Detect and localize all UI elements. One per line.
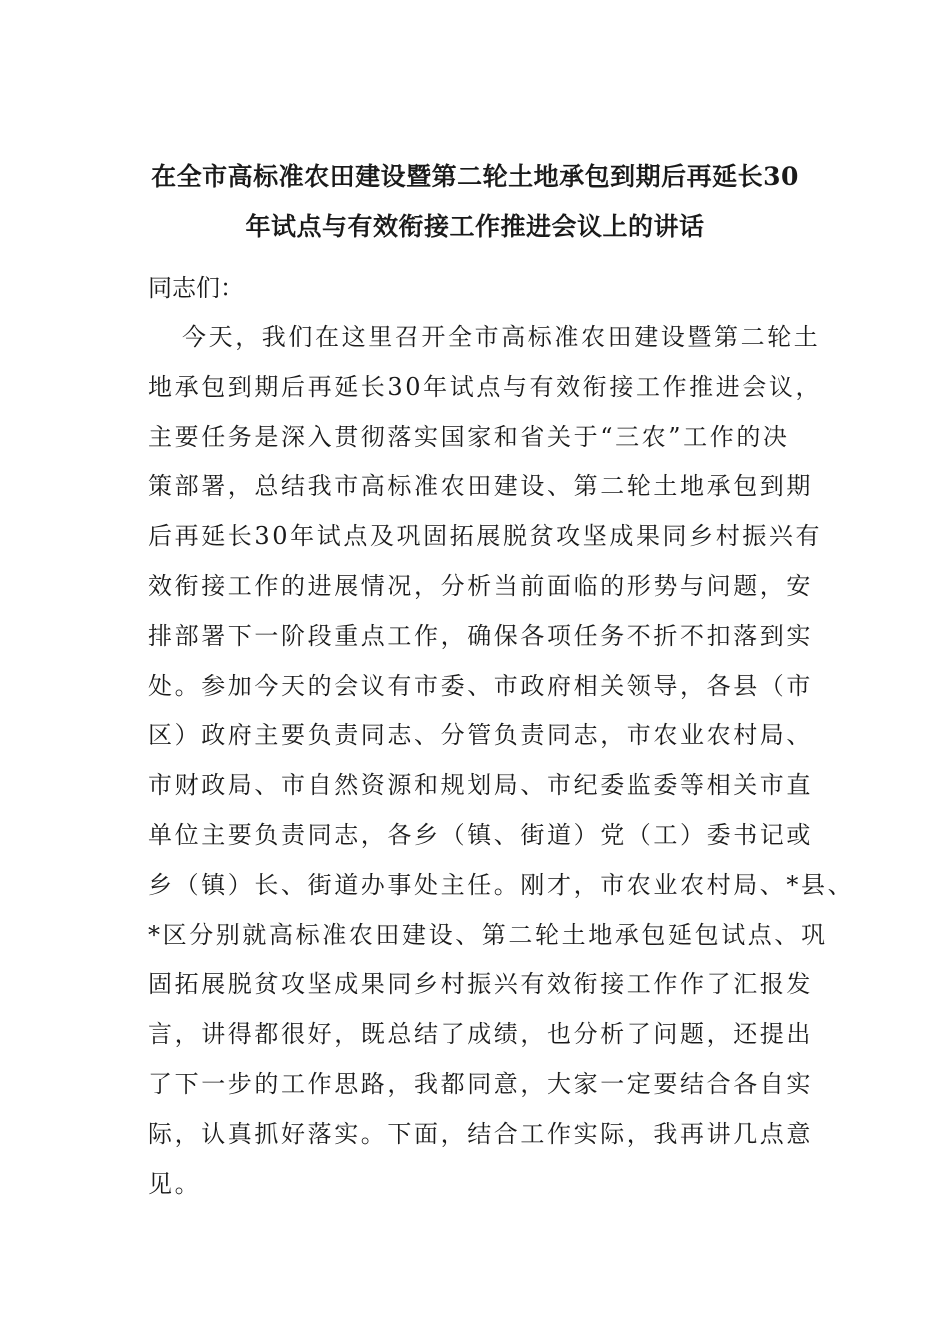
paragraph-line: 了下一步的工作思路，我都同意，大家一定要结合各自实 bbox=[148, 1069, 813, 1098]
paragraph-line: 固拓展脱贫攻坚成果同乡村振兴有效衔接工作作了汇报发 bbox=[148, 970, 813, 999]
paragraph-line: 今天，我们在这里召开全市高标准农田建设暨第二轮土 bbox=[182, 323, 821, 351]
paragraph-line: 策部署，总结我市高标准农田建设、第二轮土地承包到期 bbox=[148, 472, 813, 501]
paragraph-line: 处。参加今天的会议有市委、市政府相关领导，各县（市 bbox=[148, 671, 813, 700]
paragraph-line: 乡（镇）长、街道办事处主任。刚才，市农业农村局、*县、 bbox=[148, 870, 855, 899]
paragraph-line: 单位主要负责同志，各乡（镇、街道）党（工）委书记或 bbox=[148, 820, 813, 849]
paragraph-line: 效衔接工作的进展情况，分析当前面临的形势与问题，安 bbox=[148, 571, 813, 600]
paragraph-line: 见。 bbox=[148, 1169, 202, 1198]
paragraph-line: *区分别就高标准农田建设、第二轮土地承包延包试点、巩 bbox=[148, 920, 828, 949]
document-title bbox=[130, 152, 820, 252]
title-line: 在全市高标准农田建设暨第二轮土地承包到期后再延长30 bbox=[151, 162, 799, 191]
body-paragraph bbox=[148, 313, 855, 1209]
paragraph-line: 排部署下一阶段重点工作，确保各项任务不折不扣落到实 bbox=[148, 621, 813, 650]
title-line: 年试点与有效衔接工作推进会议上的讲话 bbox=[245, 212, 705, 241]
paragraph-line: 主要任务是深入贯彻落实国家和省关于“三农”工作的决 bbox=[148, 422, 790, 451]
paragraph-line: 言，讲得都很好，既总结了成绩，也分析了问题，还提出 bbox=[148, 1020, 813, 1049]
paragraph-line: 地承包到期后再延长30年试点与有效衔接工作推进会议， bbox=[148, 372, 823, 401]
paragraph-line: 市财政局、市自然资源和规划局、市纪委监委等相关市直 bbox=[148, 771, 813, 800]
paragraph-line: 区）政府主要负责同志、分管负责同志，市农业农村局、 bbox=[148, 721, 813, 750]
paragraph-line: 际，认真抓好落实。下面，结合工作实际，我再讲几点意 bbox=[148, 1119, 813, 1148]
paragraph-line: 后再延长30年试点及巩固拓展脱贫攻坚成果同乡村振兴有 bbox=[148, 522, 823, 551]
salutation: 同志们： bbox=[148, 274, 244, 302]
